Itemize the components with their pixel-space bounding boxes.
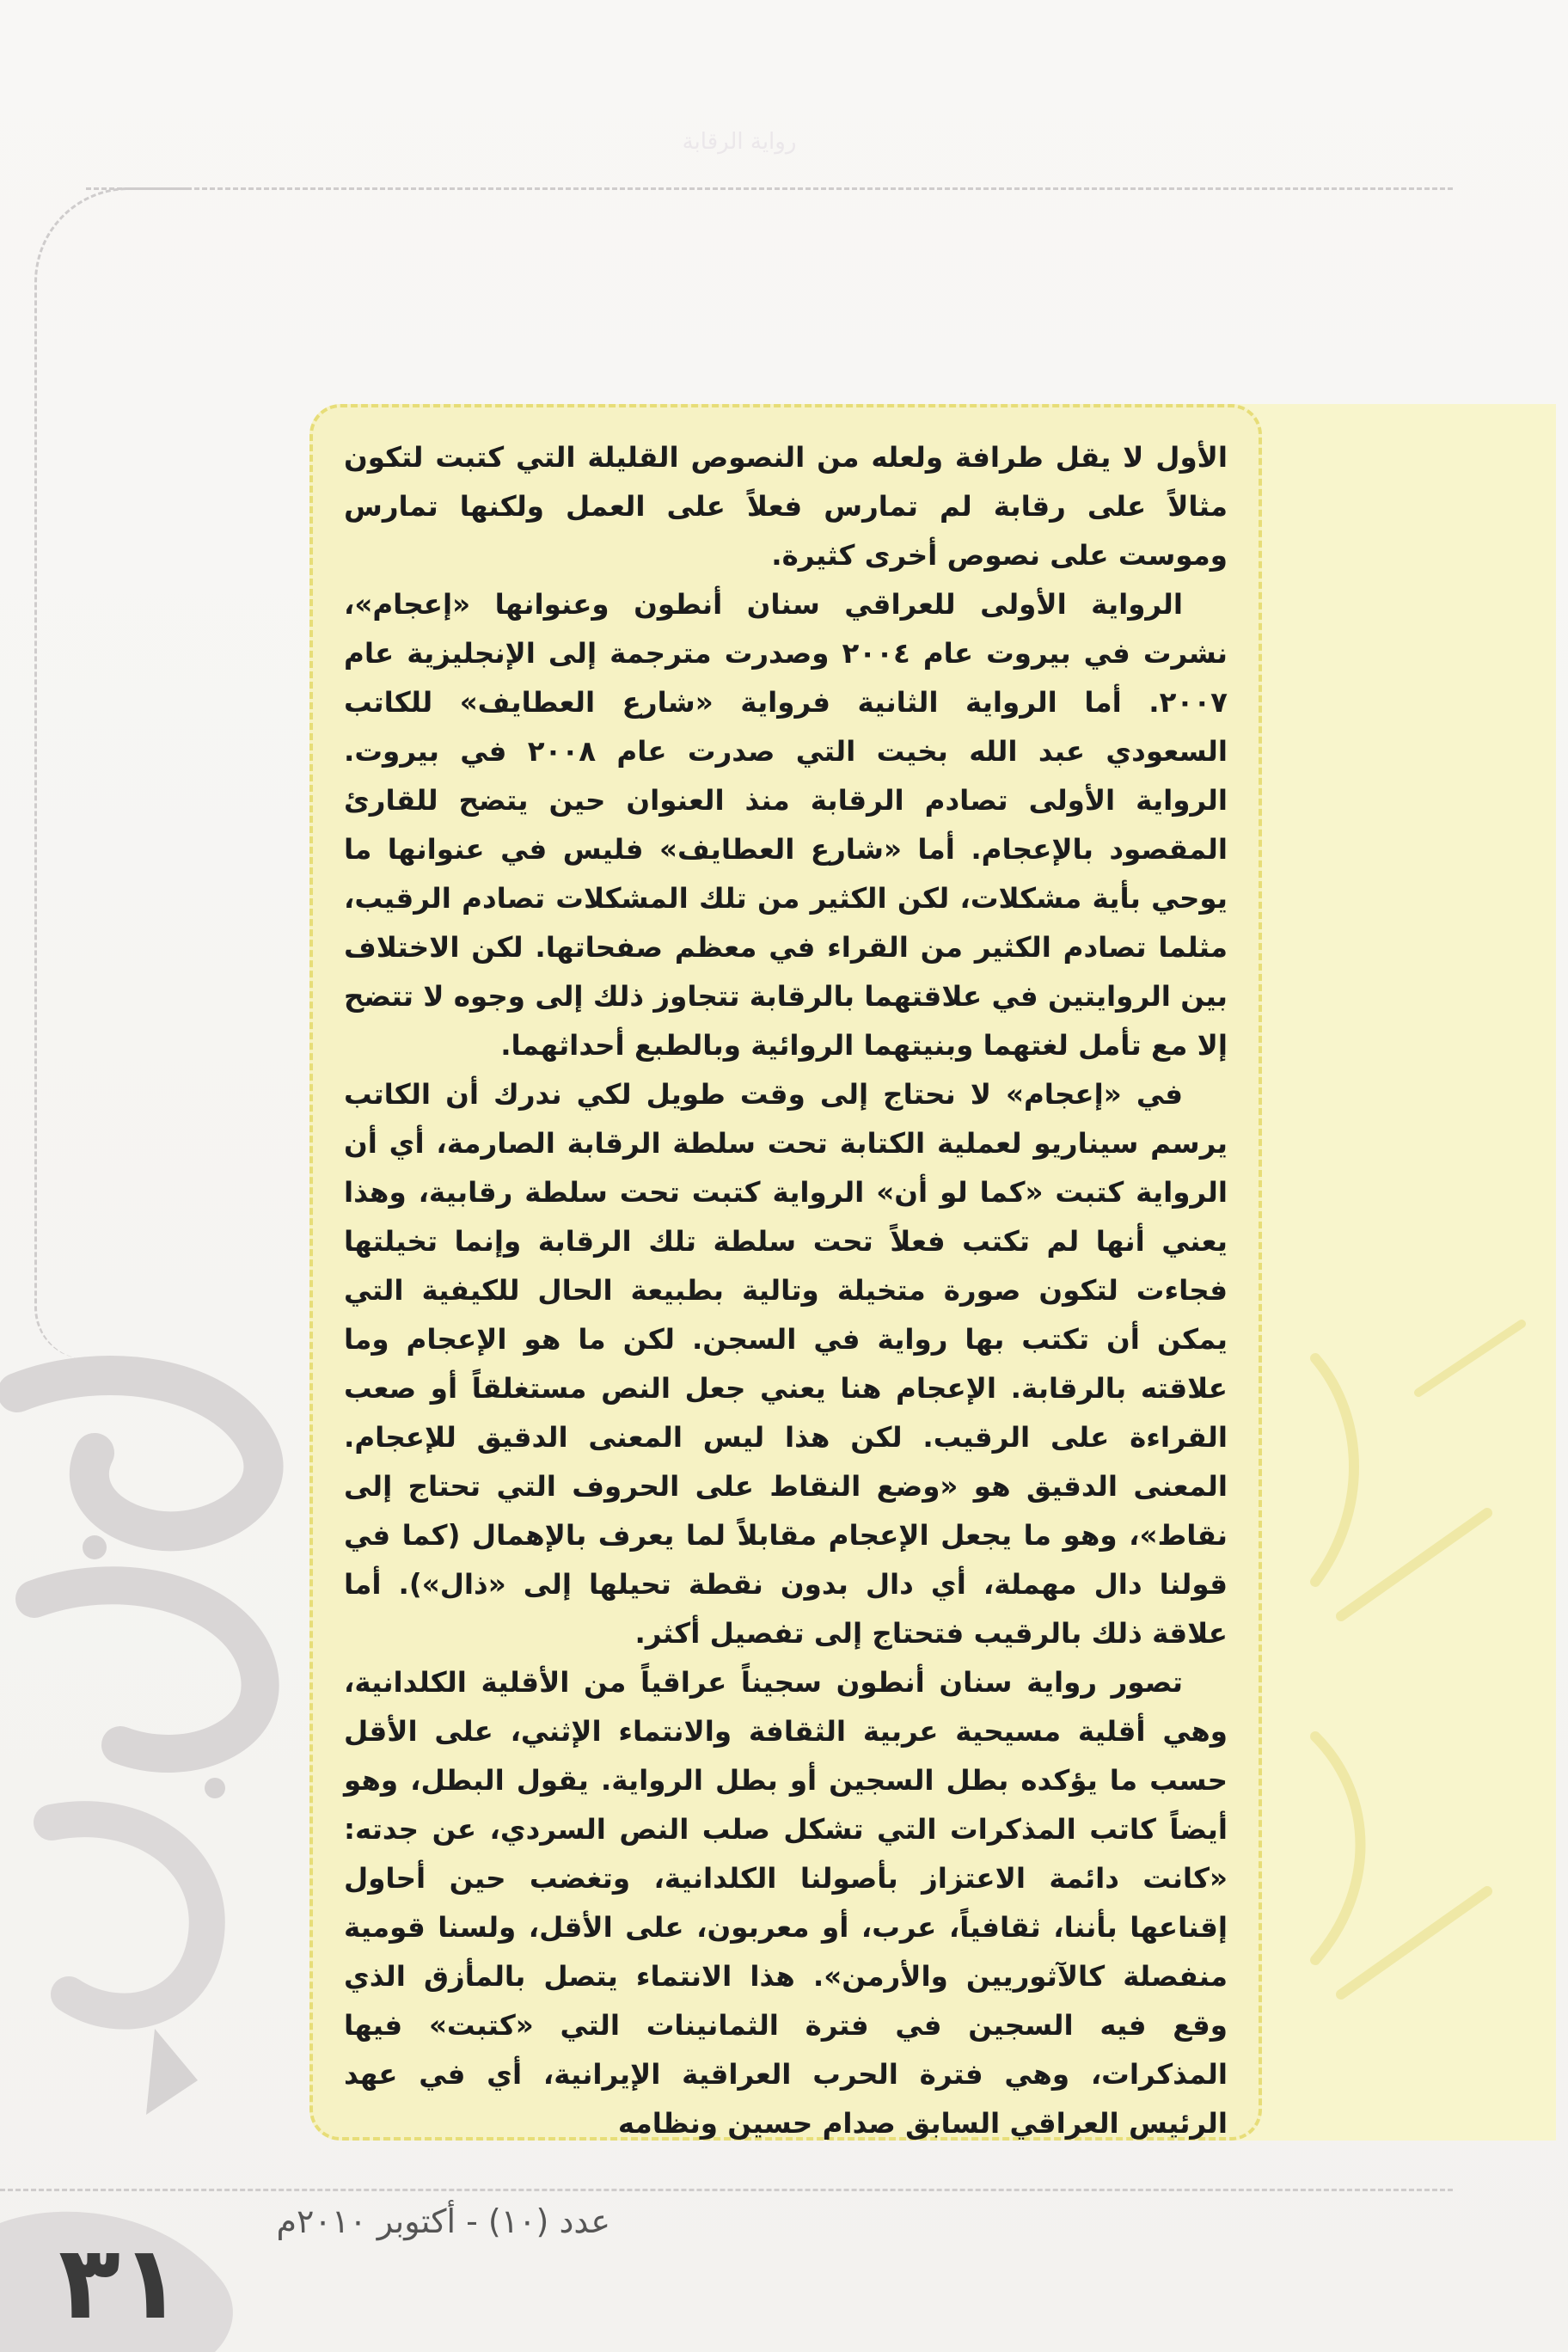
paragraph-4: تصور رواية سنان أنطون سجيناً عراقياً من الأقلية الكلدانية، وهي أقلية مسيحية عربية الثقافة والانتماء الإثني، على الأقل حسب ما يؤكده بطل السجين أو بطل الرواية. يقول البطل، وهو أيضاً كاتب المذكرات التي تشكل صلب النص السردي، عن جدته: «كانت دائمة الاعتزاز بأصولنا الكلدانية، وتغضب حين أحاول إقناعها بأننا، ثقافياً، عرب، أو معربون، على الأقل، ولسنا قومية منفصلة كالآثوريين والأرمن». هذا الانتماء يتصل بالمأزق الذي وقع فيه السجين في فترة الثمانينات التي «كتبت» فيها المذكرات، وهي فترة الحرب العراقية الإيرانية، أي في عهد الرئيس العراقي السابق صدام حسين ونظامه — [344, 1666, 1228, 2140]
side-calligraphy-icon — [1264, 1289, 1539, 2132]
faint-header-text: رواية الرقابة — [682, 129, 797, 155]
paragraph-2: الرواية الأولى للعراقي سنان أنطون وعنوانها «إعجام»، نشرت في بيروت عام ٢٠٠٤ وصدرت مترجمة إلى الإنجليزية عام ٢٠٠٧. أما الرواية الثانية فرواية «شارع العطايف» للكاتب السعودي عبد الله بخيت التي صدرت عام ٢٠٠٨ في بيروت. الرواية الأولى تصادم الرقابة منذ العنوان حين يتضح للقارئ المقصود بالإعجام. أما «شارع العطايف» فليس في عنوانها ما يوحي بأية مشكلات، لكن الكثير من تلك المشكلات تصادم الرقيب، مثلما تصادم الكثير من القراء في معظم صفحاتها. لكن الاختلاف بين الروايتين في علاقتهما بالرقابة تتجاوز ذلك إلى وجوه لا تتضح إلا مع تأمل لغتهما وبنيتهما الروائية وبالطبع أحداثهما. — [344, 588, 1228, 1062]
left-frame-curve — [34, 187, 192, 1359]
page-number: ٣١ — [58, 2223, 183, 2342]
issue-info: عدد (١٠) - أكتوبر ٢٠١٠م — [276, 2202, 610, 2240]
article-body — [344, 433, 1228, 2140]
paragraph-3: في «إعجام» لا نحتاج إلى وقت طويل لكي ندرك أن الكاتب يرسم سيناريو لعملية الكتابة تحت سلطة الرقابة الصارمة، أي أن الرواية كتبت «كما لو أن» الرواية كتبت تحت سلطة رقابية، وهذا يعني أنها لم تكتب فعلاً تحت سلطة تلك الرقابة وإنما تخيلتها فجاءت لتكون صورة متخيلة وتالية بطبيعة الحال للكيفية التي يمكن أن تكتب بها رواية في السجن. لكن ما هو الإعجام وما علاقته بالرقابة. الإعجام هنا يعني جعل النص مستغلقاً أو صعب القراءة على الرقيب. لكن هذا ليس المعنى الدقيق للإعجام. المعنى الدقيق هو «وضع النقاط على الحروف التي تحتاج إلى نقاط»، وهو ما يجعل الإعجام مقابلاً لما يعرف بالإهمال (كما في قولنا دال مهملة، أي دال بدون نقطة تحيلها إلى «ذال»). أما علاقة ذلك بالرقيب فتحتاج إلى تفصيل أكثر. — [344, 1078, 1228, 1650]
paragraph-1: الأول لا يقل طرافة ولعله من النصوص القليلة التي كتبت لتكون مثالاً على رقابة لم تمارس فعلاً على العمل ولكنها تمارس وموست على نصوص أخرى كثيرة. — [344, 441, 1228, 572]
calligraphy-decoration-icon — [0, 1341, 292, 2149]
article-text-box — [309, 404, 1262, 2141]
top-dashed-rule — [86, 187, 1453, 190]
